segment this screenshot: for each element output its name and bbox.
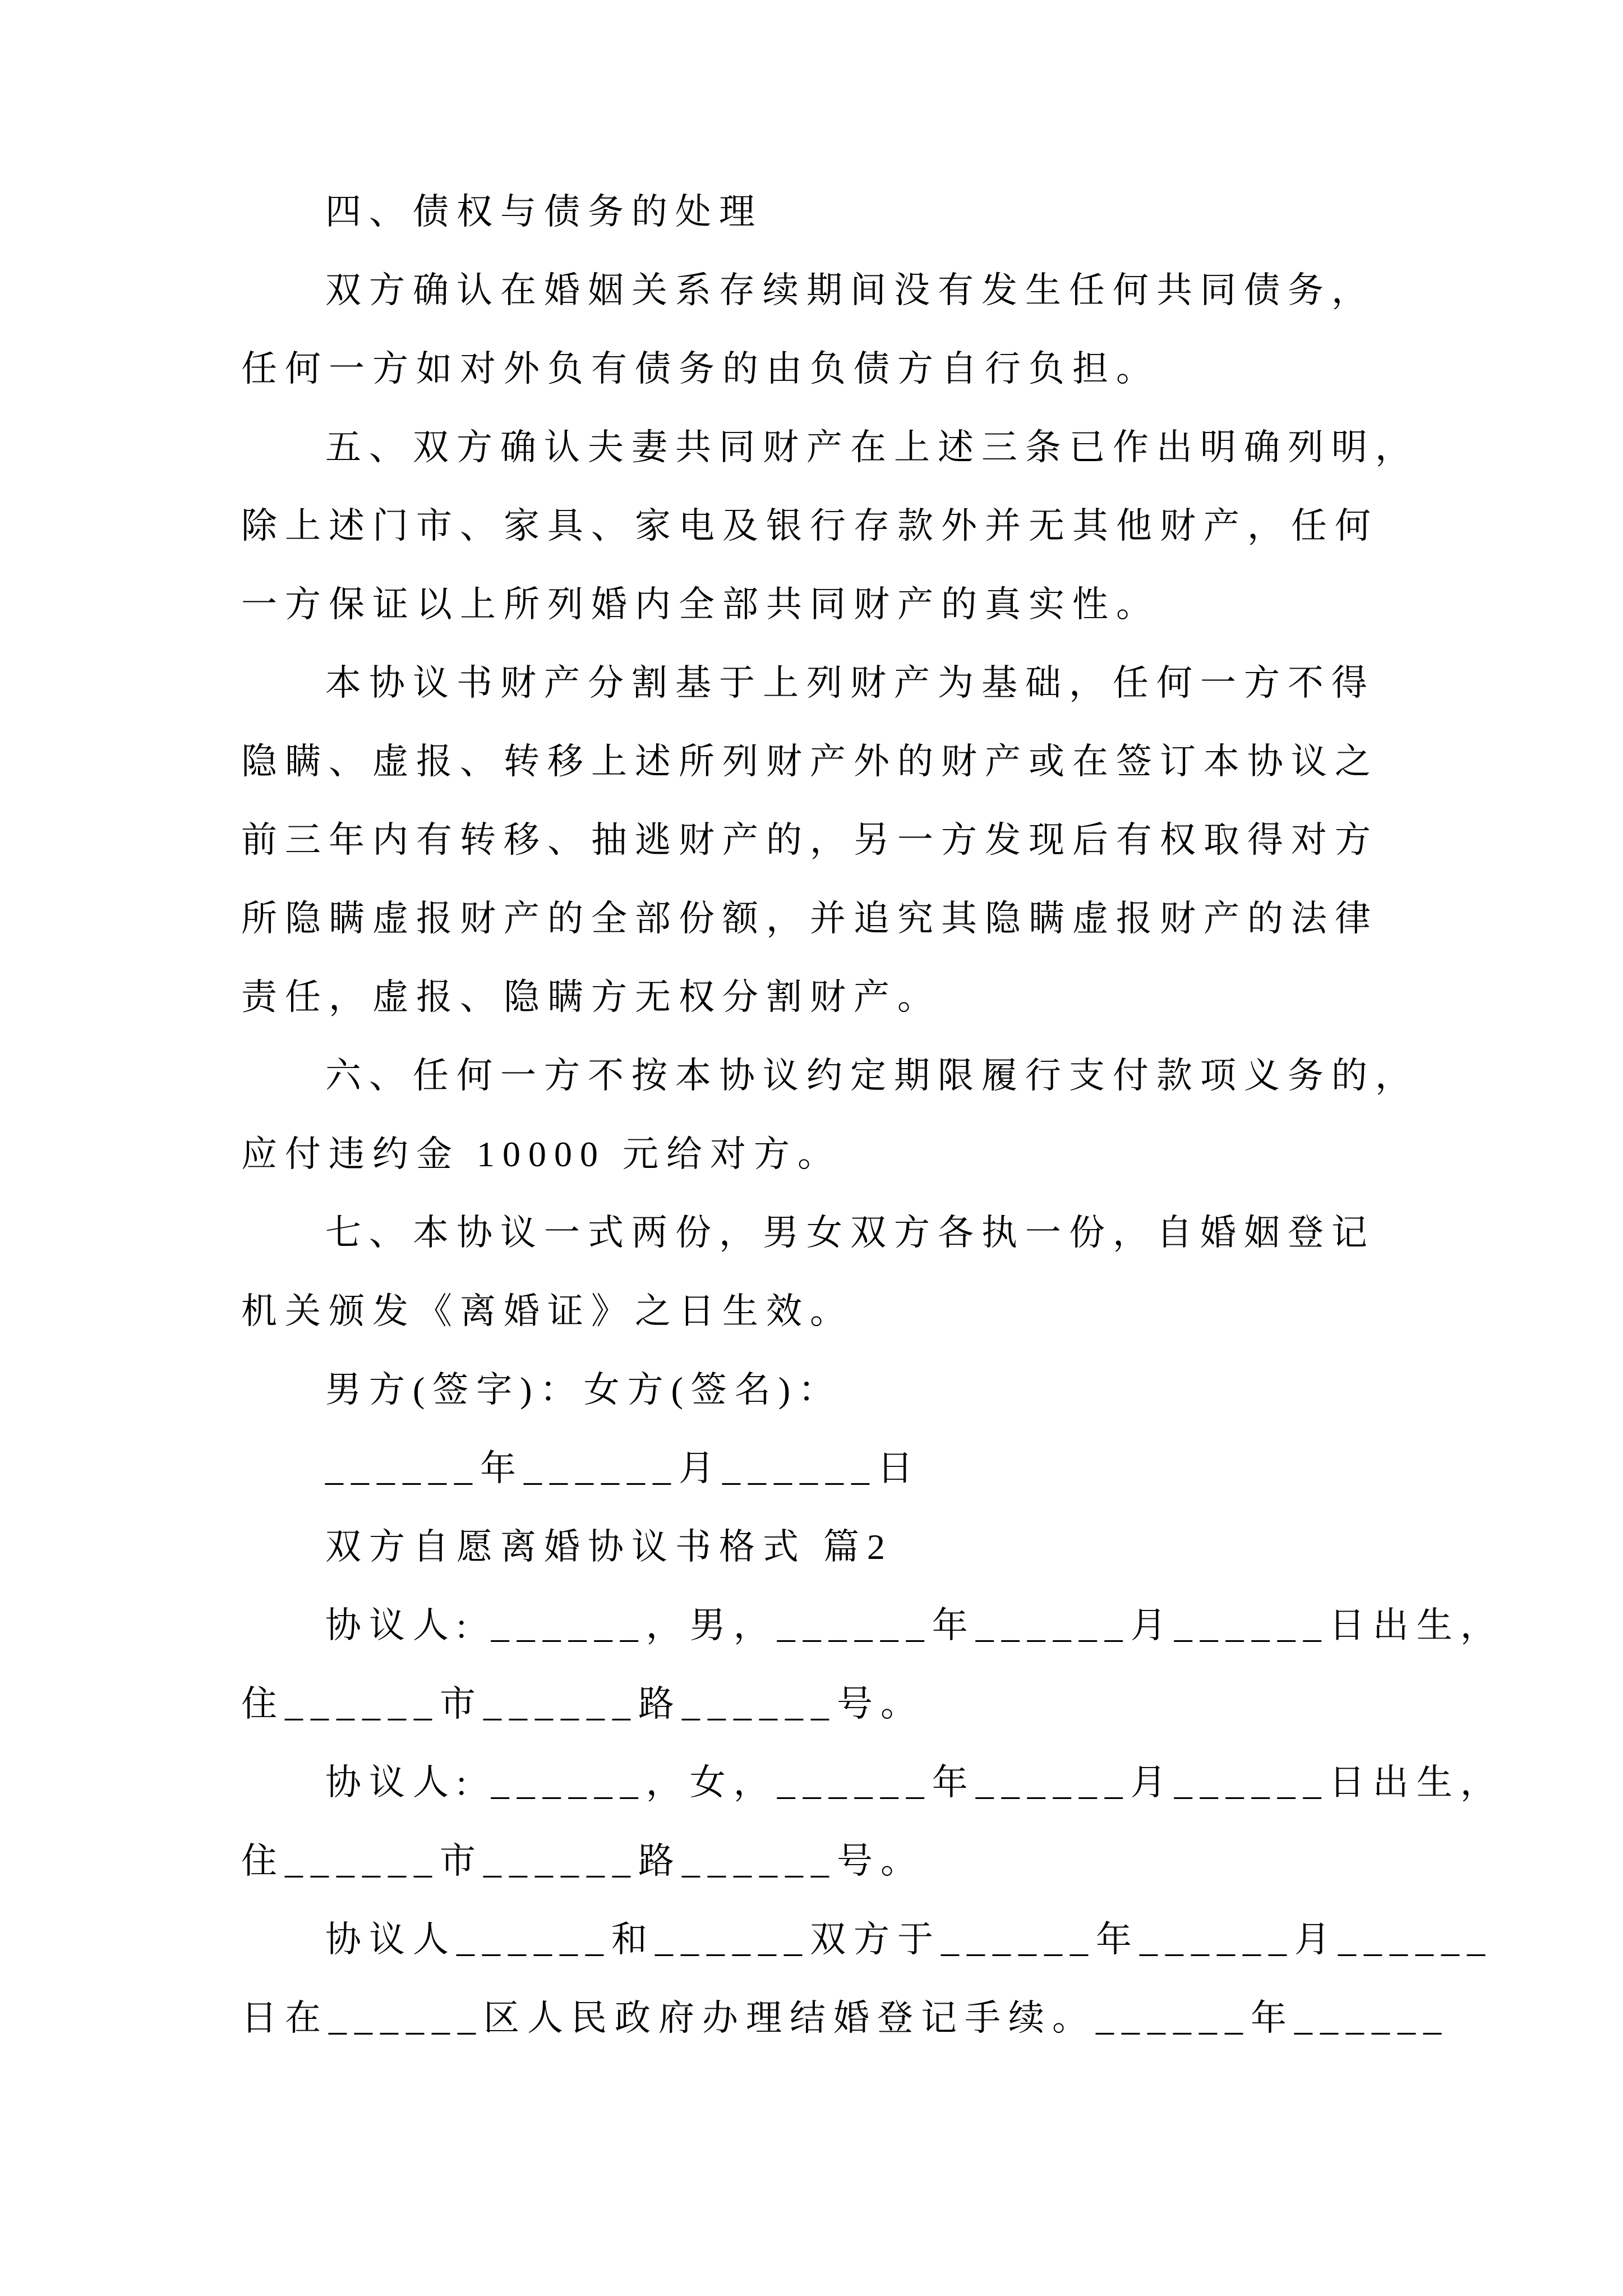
address-blank-line: 住______市______路______号。: [241, 1684, 924, 1724]
paragraph-line: 四、债权与债务的处理: [325, 192, 763, 232]
date-blank-line: ______年______月______日: [325, 1448, 921, 1488]
paragraph-line: 双方确认在婚姻关系存续期间没有发生任何共同债务，: [325, 270, 1375, 310]
paragraph-line: 一方保证以上所列婚内全部共同财产的真实性。: [241, 585, 1160, 624]
address-blank-line: 住______市______路______号。: [241, 1841, 924, 1881]
party-info-line: 协议人: ______，男，______年______月______日出生，: [325, 1605, 1504, 1645]
paragraph-line: 任何一方如对外负有债务的由负债方自行负担。: [241, 349, 1160, 389]
paragraph-line: 五、双方确认夫妻共同财产在上述三条已作出明确列明，: [325, 427, 1419, 467]
paragraph-line: 应付违约金 10000 元给对方。: [241, 1134, 841, 1174]
paragraph-line: 七、本协议一式两份，男女双方各执一份，自婚姻登记: [325, 1213, 1375, 1253]
paragraph-line: 除上述门市、家具、家电及银行存款外并无其他财产，任何: [241, 506, 1378, 546]
paragraph-line: 所隐瞒虚报财产的全部份额，并追究其隐瞒虚报财产的法律: [241, 899, 1378, 938]
paragraph-line: 日在______区人民政府办理结婚登记手续。______年______: [241, 1998, 1449, 2038]
paragraph-line: 隐瞒、虚报、转移上述所列财产外的财产或在签订本协议之: [241, 742, 1378, 781]
party-info-line: 协议人______和______双方于______年______月______: [325, 1920, 1493, 1959]
paragraph-line: 六、任何一方不按本协议约定期限履行支付款项义务的，: [325, 1056, 1419, 1096]
party-info-line: 协议人: ______，女，______年______月______日出生，: [325, 1763, 1504, 1802]
paragraph-line: 本协议书财产分割基于上列财产为基础，任何一方不得: [325, 663, 1375, 703]
paragraph-line: 前三年内有转移、抽逃财产的，另一方发现后有权取得对方: [241, 820, 1378, 860]
section-title-line: 双方自愿离婚协议书格式 篇2: [325, 1527, 893, 1567]
signature-line: 男方(签字)：女方(签名)：: [325, 1370, 842, 1410]
paragraph-line: 责任，虚报、隐瞒方无权分割财产。: [241, 977, 941, 1017]
paragraph-line: 机关颁发《离婚证》之日生效。: [241, 1291, 854, 1331]
